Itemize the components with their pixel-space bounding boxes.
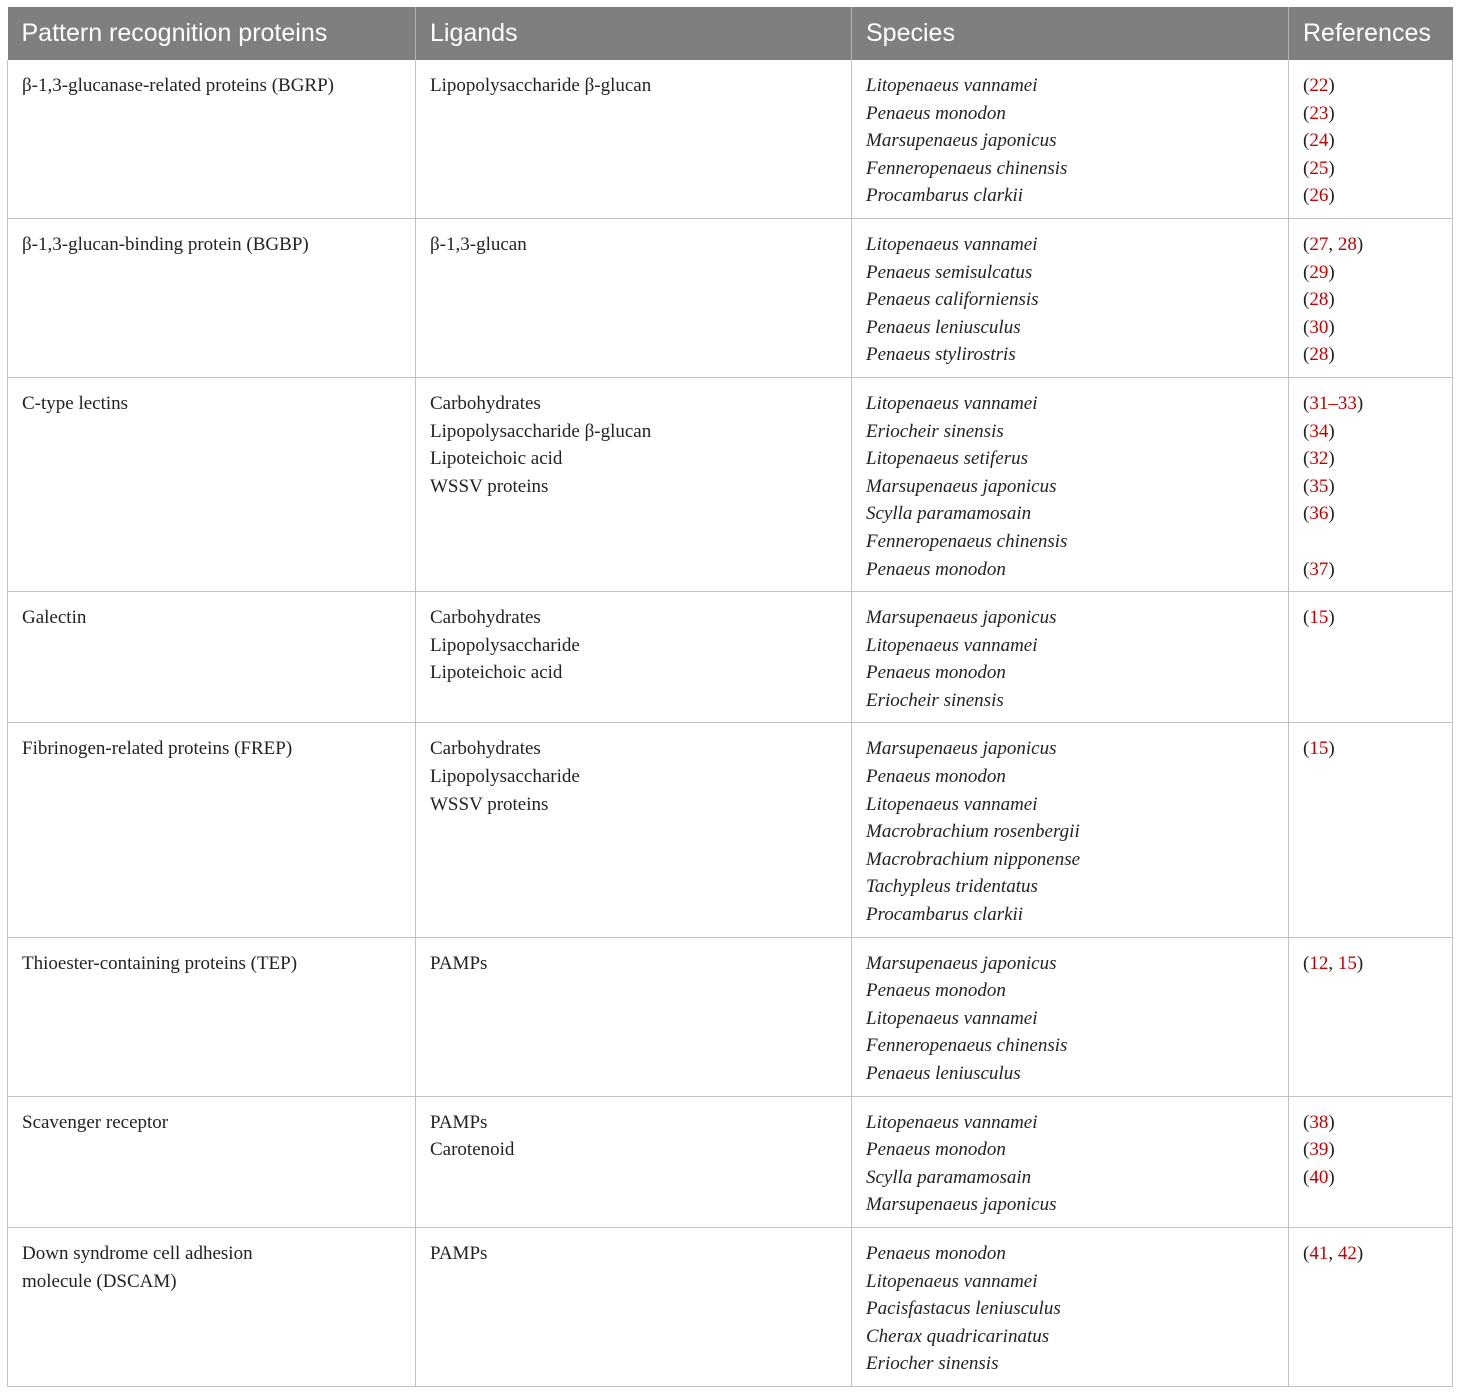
protein-cell-line: Down syndrome cell adhesion xyxy=(22,1242,253,1264)
species-cell-line: Litopenaeus vannamei xyxy=(866,1007,1038,1029)
species-cell xyxy=(852,377,1289,591)
ligands-cell xyxy=(416,1096,852,1227)
ligands-cell-line: Lipopolysaccharide xyxy=(430,766,580,788)
protein-cell xyxy=(8,60,416,218)
table-body xyxy=(8,60,1453,1386)
species-cell-line: Fenneropenaeus chinensis xyxy=(866,1035,1068,1057)
species-cell-line: Marsupenaeus japonicus xyxy=(866,1194,1057,1216)
protein-cell-line: molecule (DSCAM) xyxy=(22,1270,177,1292)
ligands-cell xyxy=(416,1227,852,1386)
protein-cell xyxy=(8,723,416,937)
species-cell-line: Penaeus monodon xyxy=(866,662,1006,684)
reference-line: (12, 15) xyxy=(1303,952,1364,974)
species-cell-line: Litopenaeus vannamei xyxy=(866,75,1038,96)
reference-line: (32) xyxy=(1303,448,1335,470)
species-cell-line: Litopenaeus vannamei xyxy=(866,634,1038,656)
reference-link[interactable]: 41 xyxy=(1309,1242,1329,1264)
ligands-cell-line: PAMPs xyxy=(430,952,488,974)
ligands-cell-line: WSSV proteins xyxy=(430,475,549,497)
reference-line: (22) xyxy=(1303,75,1335,96)
protein-cell-line: β-1,3-glucanase-related proteins (BGRP) xyxy=(22,75,334,96)
reference-line: (37) xyxy=(1303,558,1335,580)
references-cell xyxy=(1289,60,1453,218)
references-cell xyxy=(1289,592,1453,723)
references-cell xyxy=(1289,377,1453,591)
reference-line: (23) xyxy=(1303,102,1335,124)
species-cell-line: Marsupenaeus japonicus xyxy=(866,475,1057,497)
ligands-cell-line: Lipopolysaccharide β-glucan xyxy=(430,420,652,442)
ligands-cell xyxy=(416,218,852,377)
reference-link[interactable]: 34 xyxy=(1309,420,1329,442)
table-row xyxy=(8,218,1453,377)
reference-link[interactable]: 27 xyxy=(1309,233,1329,255)
species-cell-line: Macrobrachium nipponense xyxy=(866,848,1081,870)
reference-link[interactable]: 23 xyxy=(1309,102,1329,124)
references-cell xyxy=(1289,1096,1453,1227)
species-cell-line: Macrobrachium rosenbergii xyxy=(866,821,1080,843)
species-cell-line: Litopenaeus vannamei xyxy=(866,1270,1038,1292)
reference-line: (39) xyxy=(1303,1139,1335,1161)
reference-link[interactable]: 38 xyxy=(1309,1111,1329,1133)
reference-link[interactable]: 30 xyxy=(1309,316,1329,338)
species-cell-line: Eriocheir sinensis xyxy=(866,420,1004,442)
reference-link[interactable]: 32 xyxy=(1309,448,1329,470)
species-cell-line: Pacisfastacus leniusculus xyxy=(866,1298,1061,1320)
references-cell xyxy=(1289,723,1453,937)
species-cell-line: Procambarus clarkii xyxy=(866,904,1024,926)
reference-link[interactable]: 36 xyxy=(1309,503,1329,525)
species-cell-line: Penaeus monodon xyxy=(866,1242,1006,1264)
table-row xyxy=(8,377,1453,591)
ligands-cell xyxy=(416,937,852,1096)
species-cell-line: Eriocher sinensis xyxy=(866,1353,999,1375)
species-cell-line: Litopenaeus setiferus xyxy=(866,448,1029,470)
protein-cell-line: Thioester-containing proteins (TEP) xyxy=(22,952,298,974)
reference-line: (41, 42) xyxy=(1303,1242,1364,1264)
species-cell xyxy=(852,1227,1289,1386)
species-cell-line: Scylla paramamosain xyxy=(866,503,1032,525)
reference-line: (31–33) xyxy=(1303,392,1364,414)
reference-link[interactable]: 28 xyxy=(1309,289,1329,311)
species-cell xyxy=(852,592,1289,723)
species-cell-line: Tachypleus tridentatus xyxy=(866,876,1038,898)
reference-line: (27, 28) xyxy=(1303,233,1364,255)
species-cell-line: Fenneropenaeus chinensis xyxy=(866,530,1068,552)
reference-line: (40) xyxy=(1303,1166,1335,1188)
ligands-cell-line: Lipoteichoic acid xyxy=(430,662,563,684)
species-cell-line: Penaeus semisulcatus xyxy=(866,261,1033,283)
ligands-cell-line: WSSV proteins xyxy=(430,793,549,815)
ligands-cell-line: Lipopolysaccharide xyxy=(430,634,580,656)
reference-link[interactable]: 39 xyxy=(1309,1139,1329,1161)
ligands-cell xyxy=(416,592,852,723)
species-cell-line: Penaeus monodon xyxy=(866,1139,1006,1161)
reference-line: (15) xyxy=(1303,607,1335,629)
data-table-container xyxy=(7,7,1452,1387)
protein-cell-line: Galectin xyxy=(22,607,87,629)
species-cell xyxy=(852,1096,1289,1227)
species-cell-line: Penaeus monodon xyxy=(866,102,1006,124)
protein-cell xyxy=(8,1227,416,1386)
reference-line: (34) xyxy=(1303,420,1335,442)
reference-link[interactable]: 12 xyxy=(1309,952,1329,974)
reference-link[interactable]: 42 xyxy=(1337,1242,1357,1264)
species-cell-line: Procambarus clarkii xyxy=(866,185,1024,207)
protein-cell xyxy=(8,377,416,591)
ligands-cell-line: Carbohydrates xyxy=(430,392,541,414)
species-cell-line: Penaeus monodon xyxy=(866,766,1006,788)
ligands-cell xyxy=(416,377,852,591)
reference-line: (26) xyxy=(1303,185,1335,207)
protein-cell xyxy=(8,592,416,723)
species-cell-line: Litopenaeus vannamei xyxy=(866,793,1038,815)
reference-link[interactable]: 25 xyxy=(1309,157,1329,179)
table-row xyxy=(8,592,1453,723)
reference-line: (35) xyxy=(1303,475,1335,497)
protein-cell xyxy=(8,218,416,377)
species-cell-line: Litopenaeus vannamei xyxy=(866,392,1038,414)
header-pattern-recognition-proteins: Pattern recognition proteins xyxy=(8,7,416,60)
species-cell-line: Penaeus leniusculus xyxy=(866,1063,1021,1084)
ligands-cell-line: β-1,3-glucan xyxy=(430,233,527,255)
reference-line: (29) xyxy=(1303,261,1335,283)
table-row xyxy=(8,937,1453,1096)
species-cell-line: Cherax quadricarinatus xyxy=(866,1325,1050,1347)
table-row xyxy=(8,1096,1453,1227)
protein-cell-line: β-1,3-glucan-binding protein (BGBP) xyxy=(22,233,309,255)
reference-link[interactable]: 24 xyxy=(1309,130,1329,152)
ligands-cell-line: PAMPs xyxy=(430,1242,488,1264)
reference-line: (28) xyxy=(1303,289,1335,311)
header-references: References xyxy=(1289,7,1453,60)
reference-link[interactable]: 37 xyxy=(1309,558,1329,580)
reference-link[interactable]: 28 xyxy=(1337,233,1357,255)
ligands-cell-line: Carbohydrates xyxy=(430,607,541,629)
species-cell xyxy=(852,218,1289,377)
protein-cell-line: Fibrinogen-related proteins (FREP) xyxy=(22,738,293,760)
reference-line: (30) xyxy=(1303,316,1335,338)
species-cell-line: Litopenaeus vannamei xyxy=(866,1111,1038,1133)
ligands-cell-line: Carotenoid xyxy=(430,1139,515,1161)
species-cell-line: Litopenaeus vannamei xyxy=(866,233,1038,255)
reference-line: (28) xyxy=(1303,344,1335,366)
ligands-cell-line: Lipoteichoic acid xyxy=(430,448,563,470)
protein-cell xyxy=(8,937,416,1096)
reference-link[interactable]: 35 xyxy=(1309,475,1329,497)
reference-link[interactable]: 15 xyxy=(1337,952,1357,974)
species-cell-line: Penaeus californiensis xyxy=(866,289,1039,311)
species-cell-line: Marsupenaeus japonicus xyxy=(866,738,1057,760)
reference-line: (38) xyxy=(1303,1111,1335,1133)
ligands-cell-line: Lipopolysaccharide β-glucan xyxy=(430,75,652,96)
protein-cell xyxy=(8,1096,416,1227)
species-cell-line: Marsupenaeus japonicus xyxy=(866,952,1057,974)
references-cell xyxy=(1289,937,1453,1096)
table-header xyxy=(8,7,1453,60)
species-cell xyxy=(852,937,1289,1096)
pattern-recognition-table xyxy=(7,7,1453,1387)
reference-link[interactable]: 26 xyxy=(1309,185,1329,207)
species-cell xyxy=(852,60,1289,218)
header-species: Species xyxy=(852,7,1289,60)
table-row xyxy=(8,723,1453,937)
species-cell-line: Marsupenaeus japonicus xyxy=(866,607,1057,629)
table-row xyxy=(8,1227,1453,1386)
reference-link[interactable]: 28 xyxy=(1309,344,1329,366)
species-cell-line: Marsupenaeus japonicus xyxy=(866,130,1057,152)
reference-link[interactable]: 40 xyxy=(1309,1166,1329,1188)
reference-line xyxy=(1303,528,1444,556)
references-cell xyxy=(1289,218,1453,377)
reference-line: (25) xyxy=(1303,157,1335,179)
protein-cell-line: Scavenger receptor xyxy=(22,1111,169,1133)
species-cell-line: Penaeus monodon xyxy=(866,558,1006,580)
ligands-cell-line: Carbohydrates xyxy=(430,738,541,760)
reference-link[interactable]: 15 xyxy=(1309,607,1329,629)
reference-link[interactable]: 29 xyxy=(1309,261,1329,283)
table-row xyxy=(8,60,1453,218)
reference-line: (15) xyxy=(1303,738,1335,760)
species-cell-line: Penaeus monodon xyxy=(866,980,1006,1002)
species-cell-line: Penaeus leniusculus xyxy=(866,316,1021,338)
reference-line: (36) xyxy=(1303,503,1335,525)
species-cell-line: Scylla paramamosain xyxy=(866,1166,1032,1188)
ligands-cell xyxy=(416,60,852,218)
species-cell-line: Fenneropenaeus chinensis xyxy=(866,157,1068,179)
reference-line: (24) xyxy=(1303,130,1335,152)
species-cell-line: Penaeus stylirostris xyxy=(866,344,1016,366)
references-cell xyxy=(1289,1227,1453,1386)
species-cell xyxy=(852,723,1289,937)
header-ligands: Ligands xyxy=(416,7,852,60)
species-cell-line: Eriocheir sinensis xyxy=(866,689,1004,711)
protein-cell-line: C-type lectins xyxy=(22,392,129,414)
reference-link[interactable]: 31–33 xyxy=(1309,392,1357,414)
reference-link[interactable]: 22 xyxy=(1309,75,1329,96)
ligands-cell xyxy=(416,723,852,937)
ligands-cell-line: PAMPs xyxy=(430,1111,488,1133)
reference-link[interactable]: 15 xyxy=(1309,738,1329,760)
header-row xyxy=(8,7,1453,60)
